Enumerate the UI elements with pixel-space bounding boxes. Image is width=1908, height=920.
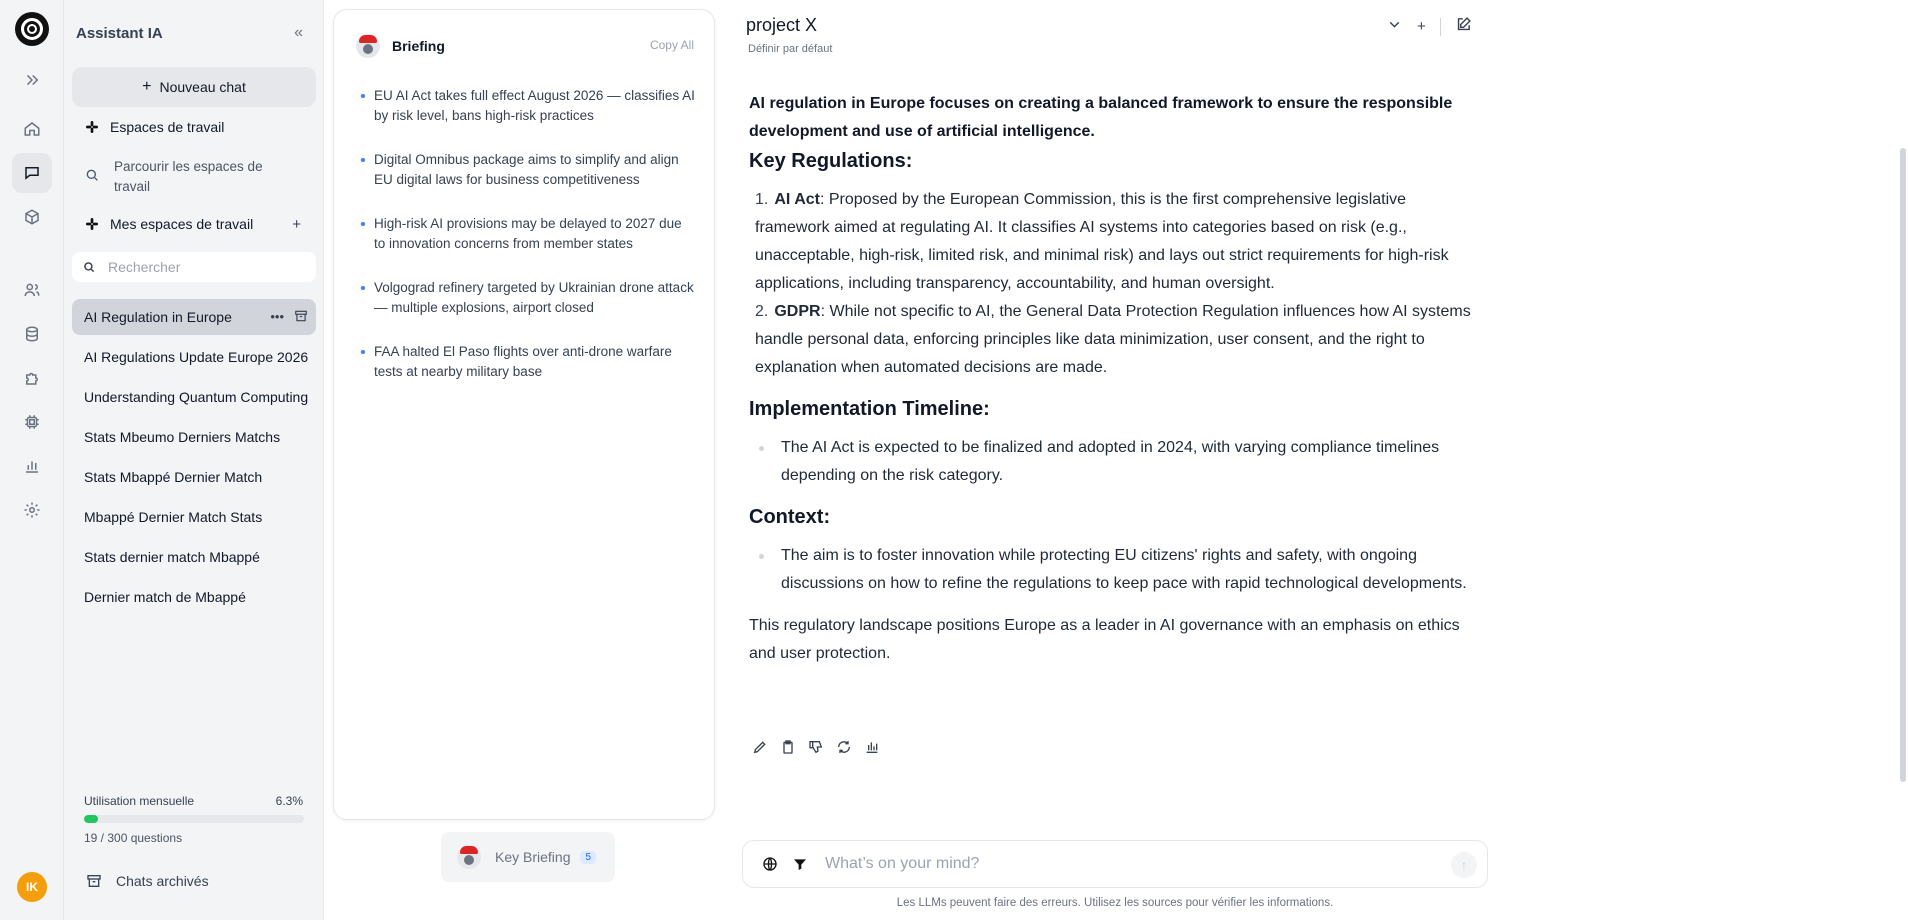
set-default-link[interactable]: Définir par défaut bbox=[748, 43, 833, 55]
heading-key-regulations: Key Regulations: bbox=[749, 150, 913, 172]
puzzle-icon[interactable] bbox=[12, 358, 52, 398]
list-text: : While not specific to AI, the General Data Protection Regulation influences how AI systems handle personal data, enforcing principles like data minimization, user consent, and the right to explanation when automated decisions are made. bbox=[755, 303, 1471, 376]
usage-progress-fill bbox=[84, 815, 98, 823]
archived-chats-link[interactable] bbox=[86, 873, 209, 889]
plus-icon: + bbox=[142, 78, 152, 95]
briefing-panel bbox=[333, 9, 715, 820]
chat-item[interactable]: AI Regulations Update Europe 2026 bbox=[84, 349, 309, 365]
list-item: The aim is to foster innovation while protecting EU citizens' rights and safety, with ongoing discussions on how to refine the regulations to keep pace with rapid technological developments. bbox=[749, 542, 1479, 598]
chat-item[interactable]: Understanding Quantum Computing bbox=[84, 389, 309, 405]
chat-icon[interactable] bbox=[12, 153, 52, 193]
chat-item[interactable]: Stats Mbappé Dernier Match bbox=[84, 469, 263, 485]
briefing-item[interactable]: Digital Omnibus package aims to simplify and align EU digital laws for business competitiveness bbox=[360, 150, 696, 190]
send-button[interactable]: ↑ bbox=[1451, 852, 1477, 878]
list-text: : Proposed by the European Commission, this is the first comprehensive legislative framework aimed at regulating AI. It classifies AI systems into categories based on risk (e.g., unacceptable, high-risk, limited risk, and minimal risk) and lays out strict requirements for high-risk applications, including transparency, accountability, and human oversight. bbox=[755, 191, 1449, 292]
workspace-icon bbox=[84, 119, 100, 135]
heading-context: Context: bbox=[749, 506, 831, 528]
key-briefing-button[interactable] bbox=[441, 832, 615, 882]
list-item bbox=[749, 298, 1479, 382]
briefing-item[interactable]: High-risk AI provisions may be delayed to 2027 due to innovation concerns from member states bbox=[360, 214, 696, 254]
briefing-item[interactable]: EU AI Act takes full effect August 2026 — classifies AI by risk level, bans high-risk practices bbox=[360, 86, 696, 126]
briefing-item[interactable]: FAA halted El Paso flights over anti-drone warfare tests at nearby military base bbox=[360, 342, 696, 382]
briefing-list bbox=[360, 86, 696, 406]
edit-icon[interactable] bbox=[1455, 16, 1472, 37]
new-chat-button[interactable] bbox=[72, 67, 316, 107]
filter-icon[interactable] bbox=[789, 853, 811, 875]
expand-sidebar-icon[interactable] bbox=[12, 60, 52, 100]
usage-percent: 6.3% bbox=[275, 794, 303, 808]
context-list bbox=[749, 542, 1479, 598]
pencil-icon[interactable] bbox=[752, 739, 768, 760]
briefing-header bbox=[356, 34, 445, 58]
message-closing: This regulatory landscape positions Europe as a leader in AI governance with an emphasis on ethics and user protection. bbox=[749, 617, 1460, 662]
home-icon[interactable] bbox=[12, 109, 52, 149]
search-input[interactable] bbox=[108, 259, 298, 275]
collapse-sidebar-icon[interactable]: « bbox=[294, 24, 303, 41]
sidebar-search[interactable] bbox=[72, 252, 316, 282]
cube-icon[interactable] bbox=[12, 197, 52, 237]
globe-icon[interactable] bbox=[759, 853, 781, 875]
message-lead: AI regulation in Europe focuses on creating a balanced framework to ensure the responsible development and use of artificial intelligence. bbox=[749, 95, 1453, 140]
browse-workspaces-label: Parcourir les espaces de travail bbox=[114, 159, 263, 194]
users-icon[interactable] bbox=[12, 270, 52, 310]
plus-icon[interactable]: + bbox=[1417, 18, 1426, 35]
list-item bbox=[749, 186, 1479, 298]
workspaces-label: Espaces de travail bbox=[110, 119, 225, 135]
new-chat-label: Nouveau chat bbox=[159, 79, 246, 95]
workspaces-link[interactable] bbox=[84, 119, 224, 135]
chat-item[interactable]: Dernier match de Mbappé bbox=[84, 589, 246, 605]
usage-progress-bar bbox=[84, 815, 304, 823]
scrollbar[interactable] bbox=[1900, 148, 1906, 782]
message-actions bbox=[752, 739, 880, 760]
usage-count: 19 / 300 questions bbox=[84, 831, 183, 845]
list-item: The AI Act is expected to be finalized and adopted in 2024, with varying compliance timelines depending on the risk category. bbox=[749, 434, 1479, 490]
my-workspaces-header[interactable] bbox=[84, 216, 253, 232]
app-logo[interactable] bbox=[15, 12, 49, 46]
list-term: GDPR bbox=[774, 303, 821, 320]
chat-item-label: AI Regulation in Europe bbox=[84, 309, 232, 325]
heading-timeline: Implementation Timeline: bbox=[749, 398, 990, 420]
search-icon bbox=[82, 260, 96, 274]
gear-icon[interactable] bbox=[12, 490, 52, 530]
list-term: AI Act bbox=[774, 191, 820, 208]
browse-workspaces-link[interactable] bbox=[84, 157, 274, 197]
timeline-list bbox=[749, 434, 1479, 490]
database-icon[interactable] bbox=[12, 314, 52, 354]
refresh-icon[interactable] bbox=[836, 739, 852, 760]
chat-item[interactable]: Stats Mbeumo Derniers Matchs bbox=[84, 429, 281, 445]
archive-icon[interactable] bbox=[294, 309, 308, 326]
chat-item-actions bbox=[270, 309, 308, 326]
chat-item[interactable]: Stats dernier match Mbappé bbox=[84, 549, 260, 565]
chevron-down-icon[interactable] bbox=[1386, 16, 1403, 37]
add-workspace-button[interactable]: + bbox=[292, 216, 301, 233]
message-input[interactable] bbox=[825, 855, 1425, 873]
clipboard-icon[interactable] bbox=[780, 739, 796, 760]
list-number: 1. bbox=[755, 191, 769, 208]
assistant-message bbox=[749, 90, 1479, 668]
archived-chats-label: Chats archivés bbox=[116, 873, 209, 889]
archive-icon bbox=[86, 873, 102, 889]
sidebar-title: Assistant IA bbox=[76, 25, 163, 42]
more-icon[interactable]: ••• bbox=[270, 309, 284, 324]
usage-label: Utilisation mensuelle bbox=[84, 794, 195, 808]
sidebar bbox=[64, 0, 324, 920]
chat-item[interactable]: Mbappé Dernier Match Stats bbox=[84, 509, 263, 525]
project-title[interactable]: project X bbox=[746, 15, 818, 35]
stats-icon[interactable] bbox=[864, 739, 880, 760]
header-controls bbox=[1386, 16, 1472, 37]
disclaimer: Les LLMs peuvent faire des erreurs. Utilisez les sources pour vérifier les informations. bbox=[896, 897, 1334, 909]
briefing-title: Briefing bbox=[392, 38, 445, 54]
key-briefing-label: Key Briefing bbox=[495, 849, 571, 865]
chat-item[interactable] bbox=[72, 299, 316, 335]
message-composer bbox=[742, 840, 1488, 888]
regulations-list bbox=[749, 186, 1479, 382]
thumbs-down-icon[interactable] bbox=[808, 739, 824, 760]
mascot-icon bbox=[457, 845, 481, 869]
search-icon bbox=[84, 167, 100, 183]
chart-icon[interactable] bbox=[12, 446, 52, 486]
user-avatar[interactable]: IK bbox=[17, 872, 47, 902]
my-workspaces-label: Mes espaces de travail bbox=[110, 216, 254, 232]
key-briefing-count-badge: 5 bbox=[580, 851, 596, 864]
copy-all-button[interactable]: Copy All bbox=[649, 38, 694, 52]
divider bbox=[1440, 18, 1441, 36]
chip-icon[interactable] bbox=[12, 402, 52, 442]
icon-rail bbox=[0, 0, 64, 920]
mascot-icon bbox=[356, 34, 380, 58]
workspace-icon bbox=[84, 216, 100, 232]
list-number: 2. bbox=[755, 303, 769, 320]
briefing-item[interactable]: Volgograd refinery targeted by Ukrainian drone attack — multiple explosions, airport closed bbox=[360, 278, 696, 318]
